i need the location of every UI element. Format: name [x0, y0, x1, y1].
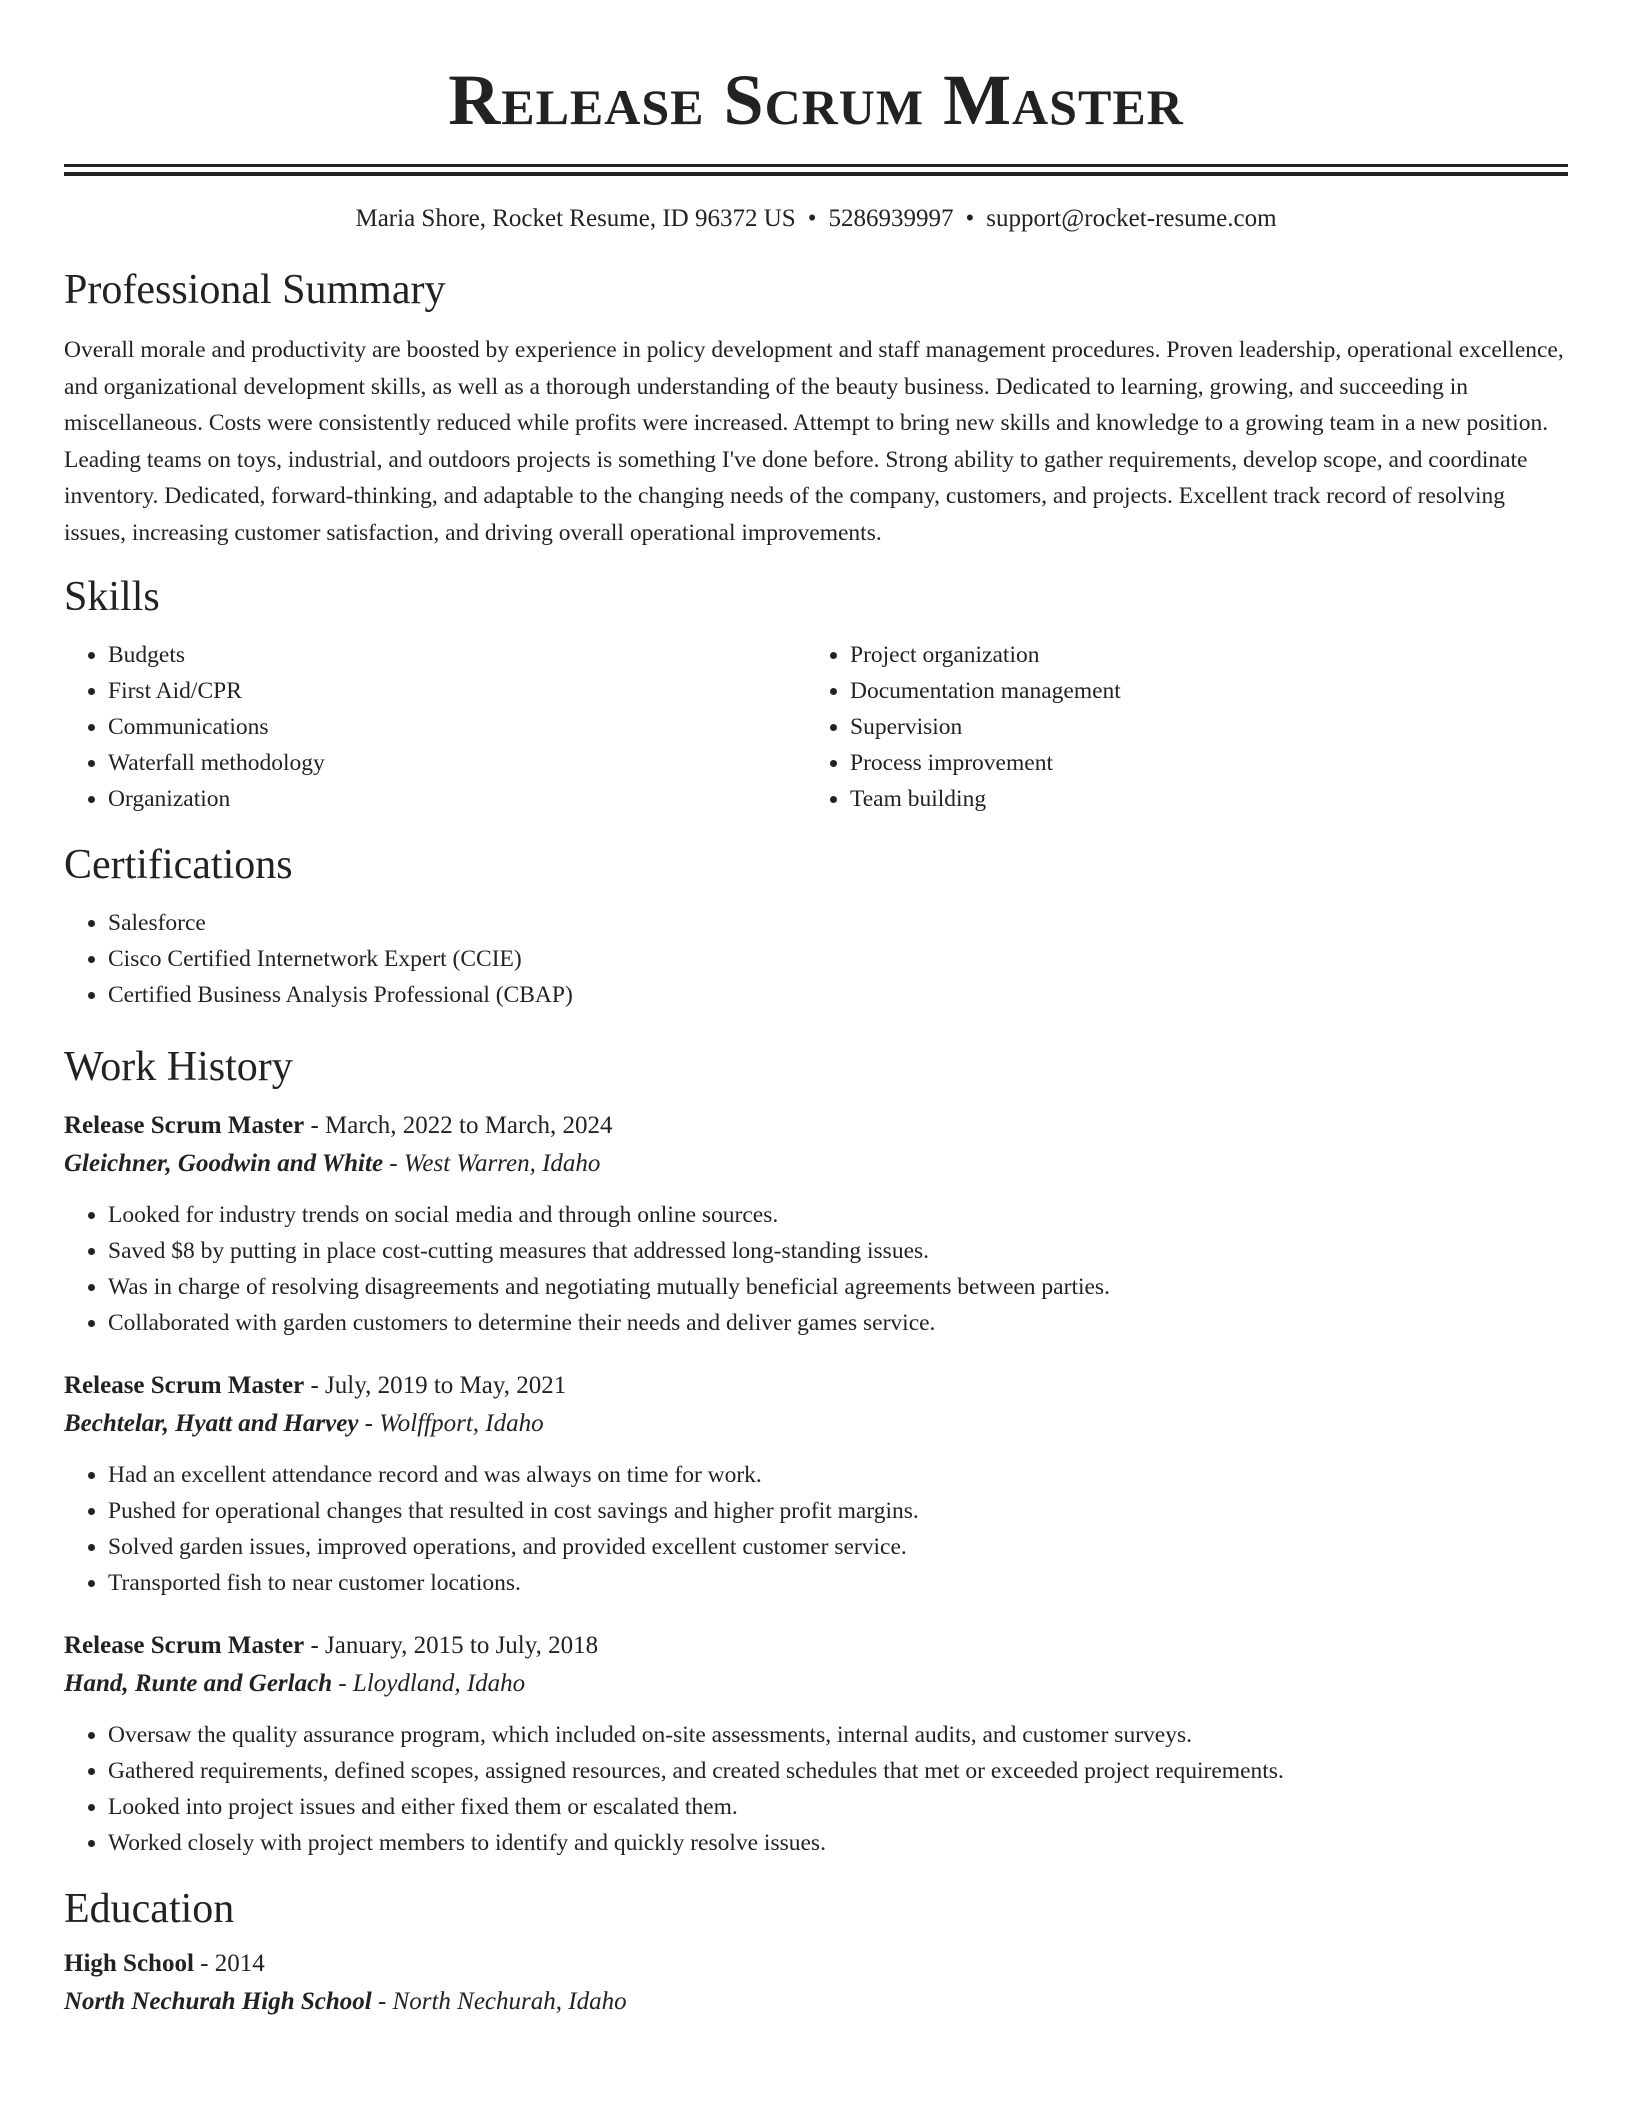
job-bullets: [64, 1197, 1568, 1341]
skill-item: • Team building: [850, 781, 1548, 817]
job-company: Hand, Runte and Gerlach: [64, 1670, 333, 1697]
job-company-line: [64, 1145, 1568, 1183]
summary-heading: Professional Summary: [64, 267, 446, 313]
job-location: - Lloydland, Idaho: [332, 1670, 526, 1697]
contact-phone: 5286939997: [828, 205, 954, 232]
job-title-line: [64, 1627, 1568, 1665]
job-title-line: [64, 1367, 1568, 1405]
job-company: Gleichner, Goodwin and White: [64, 1150, 384, 1177]
skill-item: • Communications: [108, 709, 806, 745]
title-divider-bottom: [64, 172, 1568, 176]
skills-columns: [64, 637, 1568, 817]
skills-list-left: [64, 637, 806, 817]
job-title: Release Scrum Master: [64, 1632, 305, 1659]
skills-section: [64, 571, 1568, 817]
job-bullet: • Pushed for operational changes that resulted in cost savings and higher profit margins.: [108, 1493, 1568, 1529]
job-location: - Wolffport, Idaho: [358, 1410, 544, 1437]
job-entry: [64, 1107, 1568, 1341]
skill-item: • Waterfall methodology: [108, 745, 806, 781]
education-year: - 2014: [193, 1950, 265, 1977]
certifications-list: [64, 905, 1568, 1013]
skill-item: • First Aid/CPR: [108, 673, 806, 709]
job-company-line: [64, 1665, 1568, 1703]
skills-heading: Skills: [64, 574, 160, 620]
summary-text: Overall morale and productivity are boosted by experience in policy development and staff management procedures. Proven leadership, operational excellence, and organizational development skills, as well as a thorough understanding of the beauty business. Dedicated to learning, growing, and succeeding in miscellaneous. Costs were consistently reduced while profits were increased. Attempt to bring new skills and knowledge to a growing team in a new position. Leading teams on toys, industrial, and outdoors projects is something I've done before. Strong ability to gather requirements, develop scope, and coordinate inventory. Dedicated, forward-thinking, and adaptable to the changing needs of the company, customers, and projects. Excellent track record of resolving issues, increasing customer satisfaction, and driving overall operational improvements.: [64, 337, 1564, 546]
work-history-heading: Work History: [64, 1044, 293, 1090]
contact-email: support@rocket-resume.com: [986, 205, 1277, 232]
job-title: Release Scrum Master: [64, 1372, 305, 1399]
contact-line: [64, 202, 1568, 236]
job-bullet: • Had an excellent attendance record and was always on time for work.: [108, 1457, 1568, 1493]
summary-section: [64, 264, 1568, 551]
work-history-section: [64, 1041, 1568, 1861]
resume-title: Release Scrum Master: [448, 60, 1184, 140]
contact-separator: •: [807, 205, 817, 232]
skills-column-right: [806, 637, 1548, 817]
skill-item: • Process improvement: [850, 745, 1548, 781]
contact-separator: •: [965, 205, 975, 232]
job-entry: [64, 1627, 1568, 1861]
job-bullet: • Looked for industry trends on social media and through online sources.: [108, 1197, 1568, 1233]
job-title-line: [64, 1107, 1568, 1145]
education-school: North Nechurah High School: [64, 1988, 372, 2015]
job-bullet: • Saved $8 by putting in place cost-cutting measures that addressed long-standing issues.: [108, 1233, 1568, 1269]
education-school-line: [64, 1983, 1568, 2021]
education-heading: Education: [64, 1886, 235, 1932]
certification-item: • Cisco Certified Internetwork Expert (CCIE): [108, 941, 1568, 977]
skill-item: • Documentation management: [850, 673, 1548, 709]
job-location: - West Warren, Idaho: [383, 1150, 601, 1177]
job-bullet: • Was in charge of resolving disagreements and negotiating mutually beneficial agreements between parties.: [108, 1269, 1568, 1305]
certifications-heading: Certifications: [64, 842, 293, 888]
job-bullet: • Oversaw the quality assurance program, which included on-site assessments, internal audits, and customer surveys.: [108, 1717, 1568, 1753]
job-dates: - July, 2019 to May, 2021: [304, 1372, 567, 1399]
job-bullet: • Collaborated with garden customers to determine their needs and deliver games service.: [108, 1305, 1568, 1341]
skills-list-right: [806, 637, 1548, 817]
job-title: Release Scrum Master: [64, 1112, 305, 1139]
job-company-line: [64, 1405, 1568, 1443]
job-dates: - March, 2022 to March, 2024: [304, 1112, 613, 1139]
job-bullet: • Gathered requirements, defined scopes, assigned resources, and created schedules that met or exceeded project requirements.: [108, 1753, 1568, 1789]
certification-item: • Salesforce: [108, 905, 1568, 941]
education-section: [64, 1883, 1568, 2021]
skill-item: • Supervision: [850, 709, 1548, 745]
job-company: Bechtelar, Hyatt and Harvey: [64, 1410, 359, 1437]
certifications-section: [64, 839, 1568, 1013]
skill-item: • Budgets: [108, 637, 806, 673]
job-entry: [64, 1367, 1568, 1601]
title-divider-top: [64, 164, 1568, 167]
job-bullet: • Looked into project issues and either fixed them or escalated them.: [108, 1789, 1568, 1825]
job-bullets: [64, 1457, 1568, 1601]
job-bullets: [64, 1717, 1568, 1861]
skill-item: • Organization: [108, 781, 806, 817]
education-location: - North Nechurah, Idaho: [371, 1988, 627, 2015]
education-degree-line: [64, 1945, 1568, 1983]
job-dates: - January, 2015 to July, 2018: [304, 1632, 599, 1659]
job-bullet: • Solved garden issues, improved operations, and provided excellent customer service.: [108, 1529, 1568, 1565]
skills-column-left: [64, 637, 806, 817]
education-entry: [64, 1945, 1568, 2021]
job-bullet: • Worked closely with project members to identify and quickly resolve issues.: [108, 1825, 1568, 1861]
certification-item: • Certified Business Analysis Professional (CBAP): [108, 977, 1568, 1013]
education-degree: High School: [64, 1950, 194, 1977]
contact-address: Maria Shore, Rocket Resume, ID 96372 US: [355, 205, 796, 232]
job-bullet: • Transported fish to near customer locations.: [108, 1565, 1568, 1601]
skill-item: • Project organization: [850, 637, 1548, 673]
